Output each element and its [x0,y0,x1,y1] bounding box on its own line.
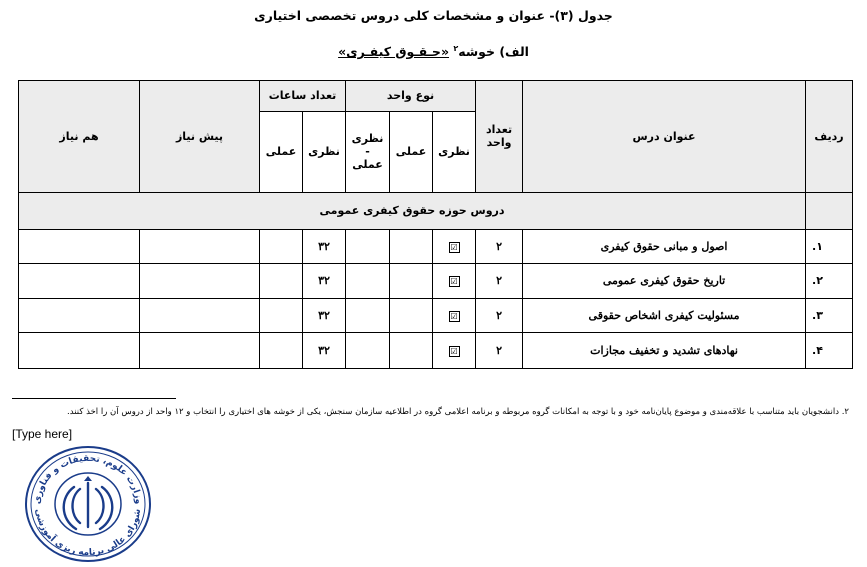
hours-theory: ۳۲ [303,333,346,369]
subtitle-cluster: خوشه [458,44,495,60]
svg-text:شورای عالی برنامه ریزی آموزشی: شورای عالی برنامه ریزی آموزشی [32,508,144,559]
hours-practical [260,229,303,264]
courses-table [18,80,853,369]
practical-cell [390,298,433,333]
section-title: دروس حوزه حقوق کیفری عمومی [19,192,806,229]
ministry-seal-icon [22,443,154,564]
header-hours: تعداد ساعات [260,81,346,112]
header-tp-line1: نظری [351,132,384,146]
hours-practical [260,298,303,333]
theory-practical-cell [346,298,390,333]
corequisite-cell [19,229,140,264]
unit-count: ۲ [476,333,523,369]
theory-cell [433,298,476,333]
course-title: نهادهای تشدید و تخفیف مجازات [523,333,806,369]
course-title: مسئولیت کیفری اشخاص حقوقی [523,298,806,333]
table-row [19,229,853,264]
table-row [19,264,853,299]
header-corequisite: هم نیاز [19,81,140,193]
header-theory-practical [346,111,390,192]
header-course-title: عنوان درس [523,81,806,193]
header-unit-count [476,81,523,193]
checkbox-icon: ☑ [450,242,458,252]
theory-practical-cell [346,264,390,299]
header-unit-count-line1: تعداد [485,123,513,137]
unit-count: ۲ [476,264,523,299]
footnote [9,407,849,417]
corequisite-cell [19,333,140,369]
header-prerequisite: پیش نیاز [140,81,260,193]
subtitle-prefix: الف) [499,44,529,60]
prerequisite-cell [140,298,260,333]
theory-practical-cell [346,333,390,369]
type-here-placeholder[interactable]: [Type here] [12,427,73,441]
checkbox-icon: ☑ [450,347,458,357]
subtitle-name: «حـقـوق کیفـری» [338,44,450,60]
theory-cell [433,264,476,299]
svg-text:وزارت علوم، تحقیقات و فناوری: وزارت علوم، تحقیقات و فناوری [32,453,144,505]
practical-cell [390,264,433,299]
prerequisite-cell [140,333,260,369]
unit-count: ۲ [476,229,523,264]
practical-cell [390,333,433,369]
table-title: جدول (۳)- عنوان و مشخصات کلی دروس تخصصی اختیاری [254,8,613,23]
hours-theory: ۳۲ [303,264,346,299]
table-row [19,298,853,333]
table-row [19,333,853,369]
course-title: تاریخ حقوق کیفری عمومی [523,264,806,299]
practical-cell [390,229,433,264]
checkbox-icon: ☑ [450,312,458,322]
header-tp-line2: - [365,145,370,159]
cluster-subtitle [0,44,867,59]
theory-practical-cell [346,229,390,264]
header-hours-theory: نظری [303,111,346,192]
corequisite-cell [19,264,140,299]
hours-theory: ۳۲ [303,298,346,333]
header-tp-line3: عملی [352,158,383,172]
hours-practical [260,333,303,369]
theory-cell [433,229,476,264]
header-practical: عملی [390,111,433,192]
footnote-mark: ۲. [841,407,849,417]
subtitle-footnote-mark: ۲ [453,44,459,53]
header-hours-practical: عملی [260,111,303,192]
hours-theory: ۳۲ [303,229,346,264]
row-number: ۳. [806,298,853,333]
unit-count: ۲ [476,298,523,333]
header-unit-type: نوع واحد [346,81,476,112]
hours-practical [260,264,303,299]
footnote-text: دانشجویان باید متناسب با علاقه‌مندی و موضوع پایان‌نامه خود و با توجه به امکانات گروه مربوطه و برنامه اعلامی گروه در اطلاعیه سازمان سنجش، یکی از خوشه های اختیاری را انتخاب و ۱۲ واحد از دروس آن را اخذ کنند. [67,407,840,417]
theory-cell [433,333,476,369]
row-number: ۴. [806,333,853,369]
checkbox-icon: ☑ [450,277,458,287]
footnote-separator [12,398,176,399]
row-number: ۲. [806,264,853,299]
prerequisite-cell [140,229,260,264]
corequisite-cell [19,298,140,333]
course-title: اصول و مبانی حقوق کیفری [523,229,806,264]
header-row-no: ردیف [806,81,853,193]
header-unit-count-line2: واحد [486,136,512,150]
header-theory: نظری [433,111,476,192]
row-number: ۱. [806,229,853,264]
section-row-no-cell [806,192,853,229]
prerequisite-cell [140,264,260,299]
